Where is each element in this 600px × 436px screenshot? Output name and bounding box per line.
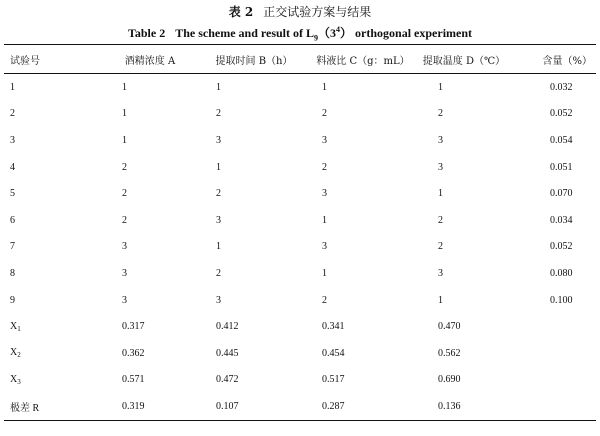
summary-empty-cell — [510, 313, 596, 340]
summary-value-factor-a: 0.362 — [122, 347, 145, 359]
summary-label-text: X — [10, 320, 18, 332]
cell-trial-number: 2 — [10, 108, 15, 120]
cell-trial-number: 1 — [10, 81, 15, 93]
summary-value-factor-a: 0.319 — [100, 393, 200, 420]
cell-factor-c: 3 — [322, 241, 327, 253]
cell-trial-number: 3 — [10, 134, 15, 146]
cell-trial-number: 7 — [10, 241, 15, 253]
cell-factor-a: 2 — [122, 188, 127, 200]
cell-factor-c: 2 — [322, 161, 327, 173]
table-row — [4, 234, 596, 261]
cell-content: 0.052 — [550, 108, 573, 120]
cell-factor-a: 1 — [122, 81, 127, 93]
cell-factor-a: 3 — [122, 294, 127, 306]
summary-label-text: X — [10, 347, 18, 359]
cell-factor-d: 1 — [438, 294, 443, 306]
header-content: 含量（%） — [510, 45, 596, 74]
summary-value-factor-c: 0.287 — [308, 393, 418, 420]
summary-value-factor-d: 0.690 — [438, 374, 461, 386]
table-row — [4, 207, 596, 234]
summary-value-factor-d: 0.470 — [438, 321, 461, 333]
summary-value-factor-c: 0.517 — [322, 374, 345, 386]
table-number-cn: 表 2 — [228, 5, 254, 19]
table-title-en-pre: The scheme and result of L — [175, 26, 314, 40]
summary-value-factor-d: 0.136 — [418, 393, 510, 420]
summary-value-factor-d: 0.562 — [438, 347, 461, 359]
table-caption-english — [0, 22, 600, 46]
table-row — [4, 180, 596, 207]
cell-content: 0.100 — [550, 294, 573, 306]
table-row — [4, 260, 596, 287]
cell-factor-a: 2 — [122, 214, 127, 226]
summary-label — [4, 367, 100, 394]
cell-factor-d: 2 — [438, 108, 443, 120]
cell-trial-number: 4 — [10, 161, 15, 173]
cell-factor-c: 1 — [322, 214, 327, 226]
table-title-en-sub: 9 — [314, 33, 318, 43]
cell-trial-number: 5 — [10, 188, 15, 200]
cell-factor-d: 2 — [438, 241, 443, 253]
table-row — [4, 127, 596, 154]
cell-factor-d: 2 — [438, 214, 443, 226]
summary-value-factor-a: 0.317 — [122, 321, 145, 333]
summary-label-subscript: 3 — [17, 377, 21, 386]
cell-trial-number: 8 — [10, 267, 15, 279]
summary-label — [4, 340, 100, 367]
header-solid-liquid-ratio: 料液比 C（g：mL） — [308, 45, 418, 74]
cell-factor-b: 2 — [216, 188, 221, 200]
cell-factor-c: 3 — [322, 134, 327, 146]
summary-empty-cell — [510, 340, 596, 367]
orthogonal-experiment-table — [4, 44, 596, 421]
cell-factor-a: 1 — [122, 108, 127, 120]
cell-factor-c: 2 — [322, 108, 327, 120]
summary-row — [4, 367, 596, 394]
header-extraction-temperature: 提取温度 D（℃） — [418, 45, 510, 74]
cell-factor-b: 3 — [216, 214, 221, 226]
header-trial-number: 试验号 — [4, 45, 100, 74]
cell-factor-b: 1 — [216, 81, 221, 93]
table-caption-chinese — [0, 4, 600, 20]
table-title-en-paren-close: ） — [340, 26, 353, 40]
header-extraction-time: 提取时间 B（h） — [200, 45, 308, 74]
summary-row — [4, 340, 596, 367]
cell-content: 0.051 — [550, 161, 573, 173]
cell-factor-d: 1 — [438, 188, 443, 200]
summary-value-factor-a: 0.571 — [122, 374, 145, 386]
table-header-row — [4, 45, 596, 74]
summary-value-factor-c: 0.454 — [322, 347, 345, 359]
table-row — [4, 74, 596, 101]
cell-factor-c: 2 — [322, 294, 327, 306]
cell-factor-d: 3 — [438, 267, 443, 279]
table-title-cn: 正交试验方案与结果 — [263, 5, 372, 19]
cell-content: 0.032 — [550, 81, 573, 93]
cell-factor-c: 1 — [322, 267, 327, 279]
table-title-en-sup: 4 — [336, 25, 341, 34]
cell-factor-c: 1 — [322, 81, 327, 93]
cell-content: 0.070 — [550, 188, 573, 200]
table-title-en-paren-open: （3 — [318, 26, 337, 40]
cell-factor-b: 2 — [216, 108, 221, 120]
summary-value-factor-b: 0.107 — [200, 393, 308, 420]
cell-factor-d: 3 — [438, 134, 443, 146]
cell-factor-a: 3 — [122, 241, 127, 253]
cell-factor-c: 3 — [322, 188, 327, 200]
summary-value-factor-c: 0.341 — [322, 321, 345, 333]
table-number-en: Table 2 — [127, 26, 166, 40]
cell-content: 0.052 — [550, 241, 573, 253]
cell-content: 0.034 — [550, 214, 573, 226]
summary-label-text: X — [10, 373, 18, 385]
table-row — [4, 101, 596, 128]
header-ethanol-concentration: 酒精浓度 A — [100, 45, 200, 74]
summary-value-factor-b: 0.412 — [216, 321, 239, 333]
summary-value-factor-b: 0.445 — [216, 347, 239, 359]
summary-label — [4, 393, 100, 420]
cell-factor-b: 1 — [216, 241, 221, 253]
cell-factor-a: 3 — [122, 267, 127, 279]
summary-label-subscript: 2 — [17, 351, 21, 360]
cell-factor-d: 1 — [438, 81, 443, 93]
summary-label-subscript: 1 — [17, 324, 21, 333]
cell-content: 0.080 — [550, 267, 573, 279]
cell-factor-b: 3 — [216, 294, 221, 306]
summary-empty-cell — [510, 393, 596, 420]
cell-trial-number: 6 — [10, 214, 15, 226]
summary-label — [4, 313, 100, 340]
cell-factor-a: 1 — [122, 134, 127, 146]
summary-value-factor-b: 0.472 — [216, 374, 239, 386]
cell-factor-b: 2 — [216, 267, 221, 279]
cell-factor-b: 1 — [216, 161, 221, 173]
summary-empty-cell — [510, 367, 596, 394]
table-body — [4, 74, 596, 421]
summary-row — [4, 313, 596, 340]
table-row — [4, 154, 596, 181]
summary-label-text: 极差 R — [10, 402, 40, 414]
cell-factor-a: 2 — [122, 161, 127, 173]
cell-factor-d: 3 — [438, 161, 443, 173]
cell-content: 0.054 — [550, 134, 573, 146]
summary-row — [4, 393, 596, 420]
table-row — [4, 287, 596, 314]
table-title-en-post: orthogonal experiment — [355, 26, 473, 40]
cell-factor-b: 3 — [216, 134, 221, 146]
cell-trial-number: 9 — [10, 294, 15, 306]
